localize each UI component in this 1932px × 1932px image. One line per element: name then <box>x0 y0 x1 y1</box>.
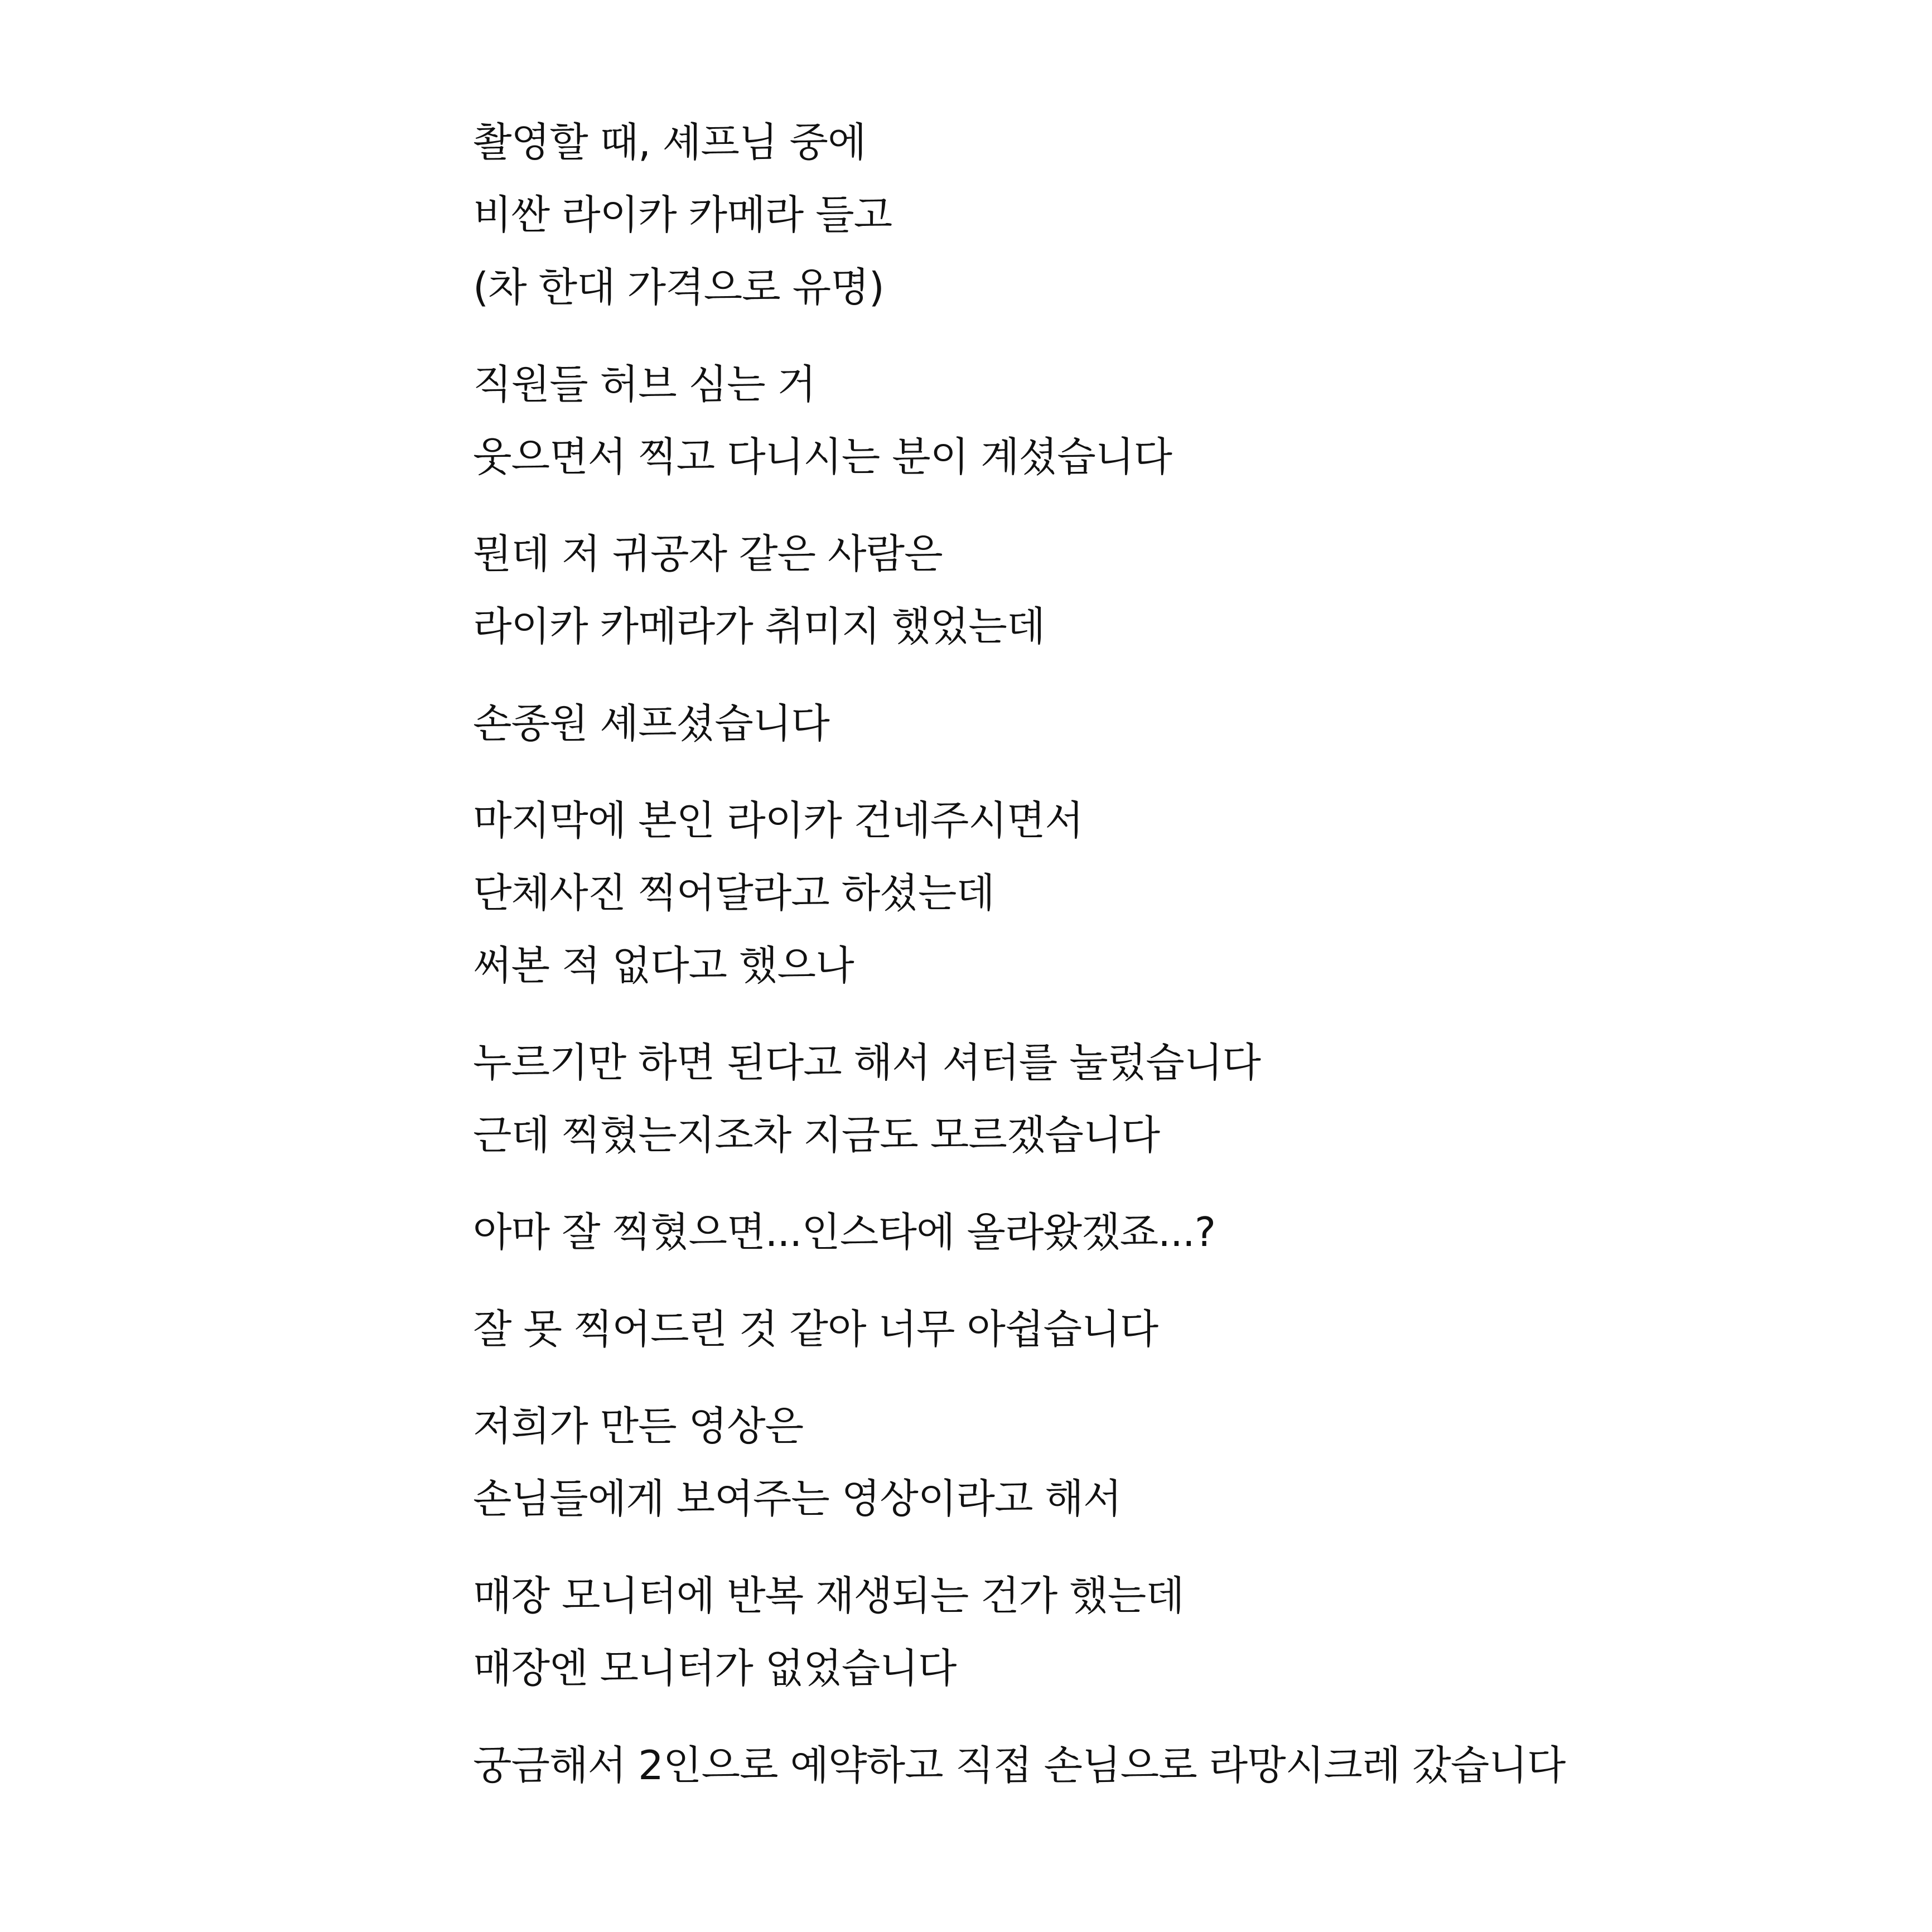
paragraph-11 <box>473 1729 1812 1801</box>
text-line: 웃으면서 찍고 다니시는 분이 계셨습니다 <box>473 433 1172 480</box>
text-line: 궁금해서 2인으로 예약하고 직접 손님으로 라망시크레 갔습니다 <box>473 1742 1566 1789</box>
article-body <box>473 106 1812 1826</box>
text-line: 촬영할 때, 셰프님 중에 <box>473 119 866 166</box>
text-line: 손종원 셰프셨습니다 <box>473 700 829 747</box>
text-line: 마지막에 본인 라이카 건네주시면서 <box>473 797 1083 844</box>
paragraph-6 <box>473 1026 1812 1171</box>
text-line: 직원들 허브 심는 거 <box>473 361 816 408</box>
paragraph-8 <box>473 1293 1812 1365</box>
paragraph-2 <box>473 348 1812 493</box>
text-line: 저희가 만든 영상은 <box>473 1403 804 1450</box>
text-line: 아마 잘 찍혔으면...인스타에 올라왔겠죠...? <box>473 1209 1216 1255</box>
text-line: 손님들에게 보여주는 영상이라고 해서 <box>473 1475 1122 1522</box>
paragraph-4 <box>473 687 1812 760</box>
paragraph-5 <box>473 784 1812 1002</box>
text-line: 단체사진 찍어달라고 하셨는데 <box>473 870 994 916</box>
paragraph-1 <box>473 106 1812 323</box>
text-line: 매장엔 모니터가 없었습니다 <box>473 1645 957 1692</box>
text-line: 누르기만 하면 된다고 해서 셔터를 눌렀습니다 <box>473 1039 1260 1086</box>
text-line: 비싼 라이카 카메라 들고 <box>473 191 892 238</box>
text-line: 라이카 카메라가 취미지 했었는데 <box>473 603 1045 650</box>
paragraph-9 <box>473 1390 1812 1535</box>
paragraph-7 <box>473 1196 1812 1268</box>
text-line: 써본 적 없다고 했으나 <box>473 942 854 989</box>
text-line: 근데 찍혔는지조차 지금도 모르겠습니다 <box>473 1112 1160 1158</box>
text-line: 뭔데 저 귀공자 같은 사람은 <box>473 530 943 577</box>
text-line: (차 한대 가격으로 유명) <box>473 264 884 311</box>
paragraph-10 <box>473 1559 1812 1704</box>
paragraph-3 <box>473 518 1812 663</box>
text-line: 잘 못 찍어드린 것 같아 너무 아쉽습니다 <box>473 1306 1158 1353</box>
text-line: 매장 모니터에 반복 재생되는 건가 했는데 <box>473 1572 1184 1619</box>
